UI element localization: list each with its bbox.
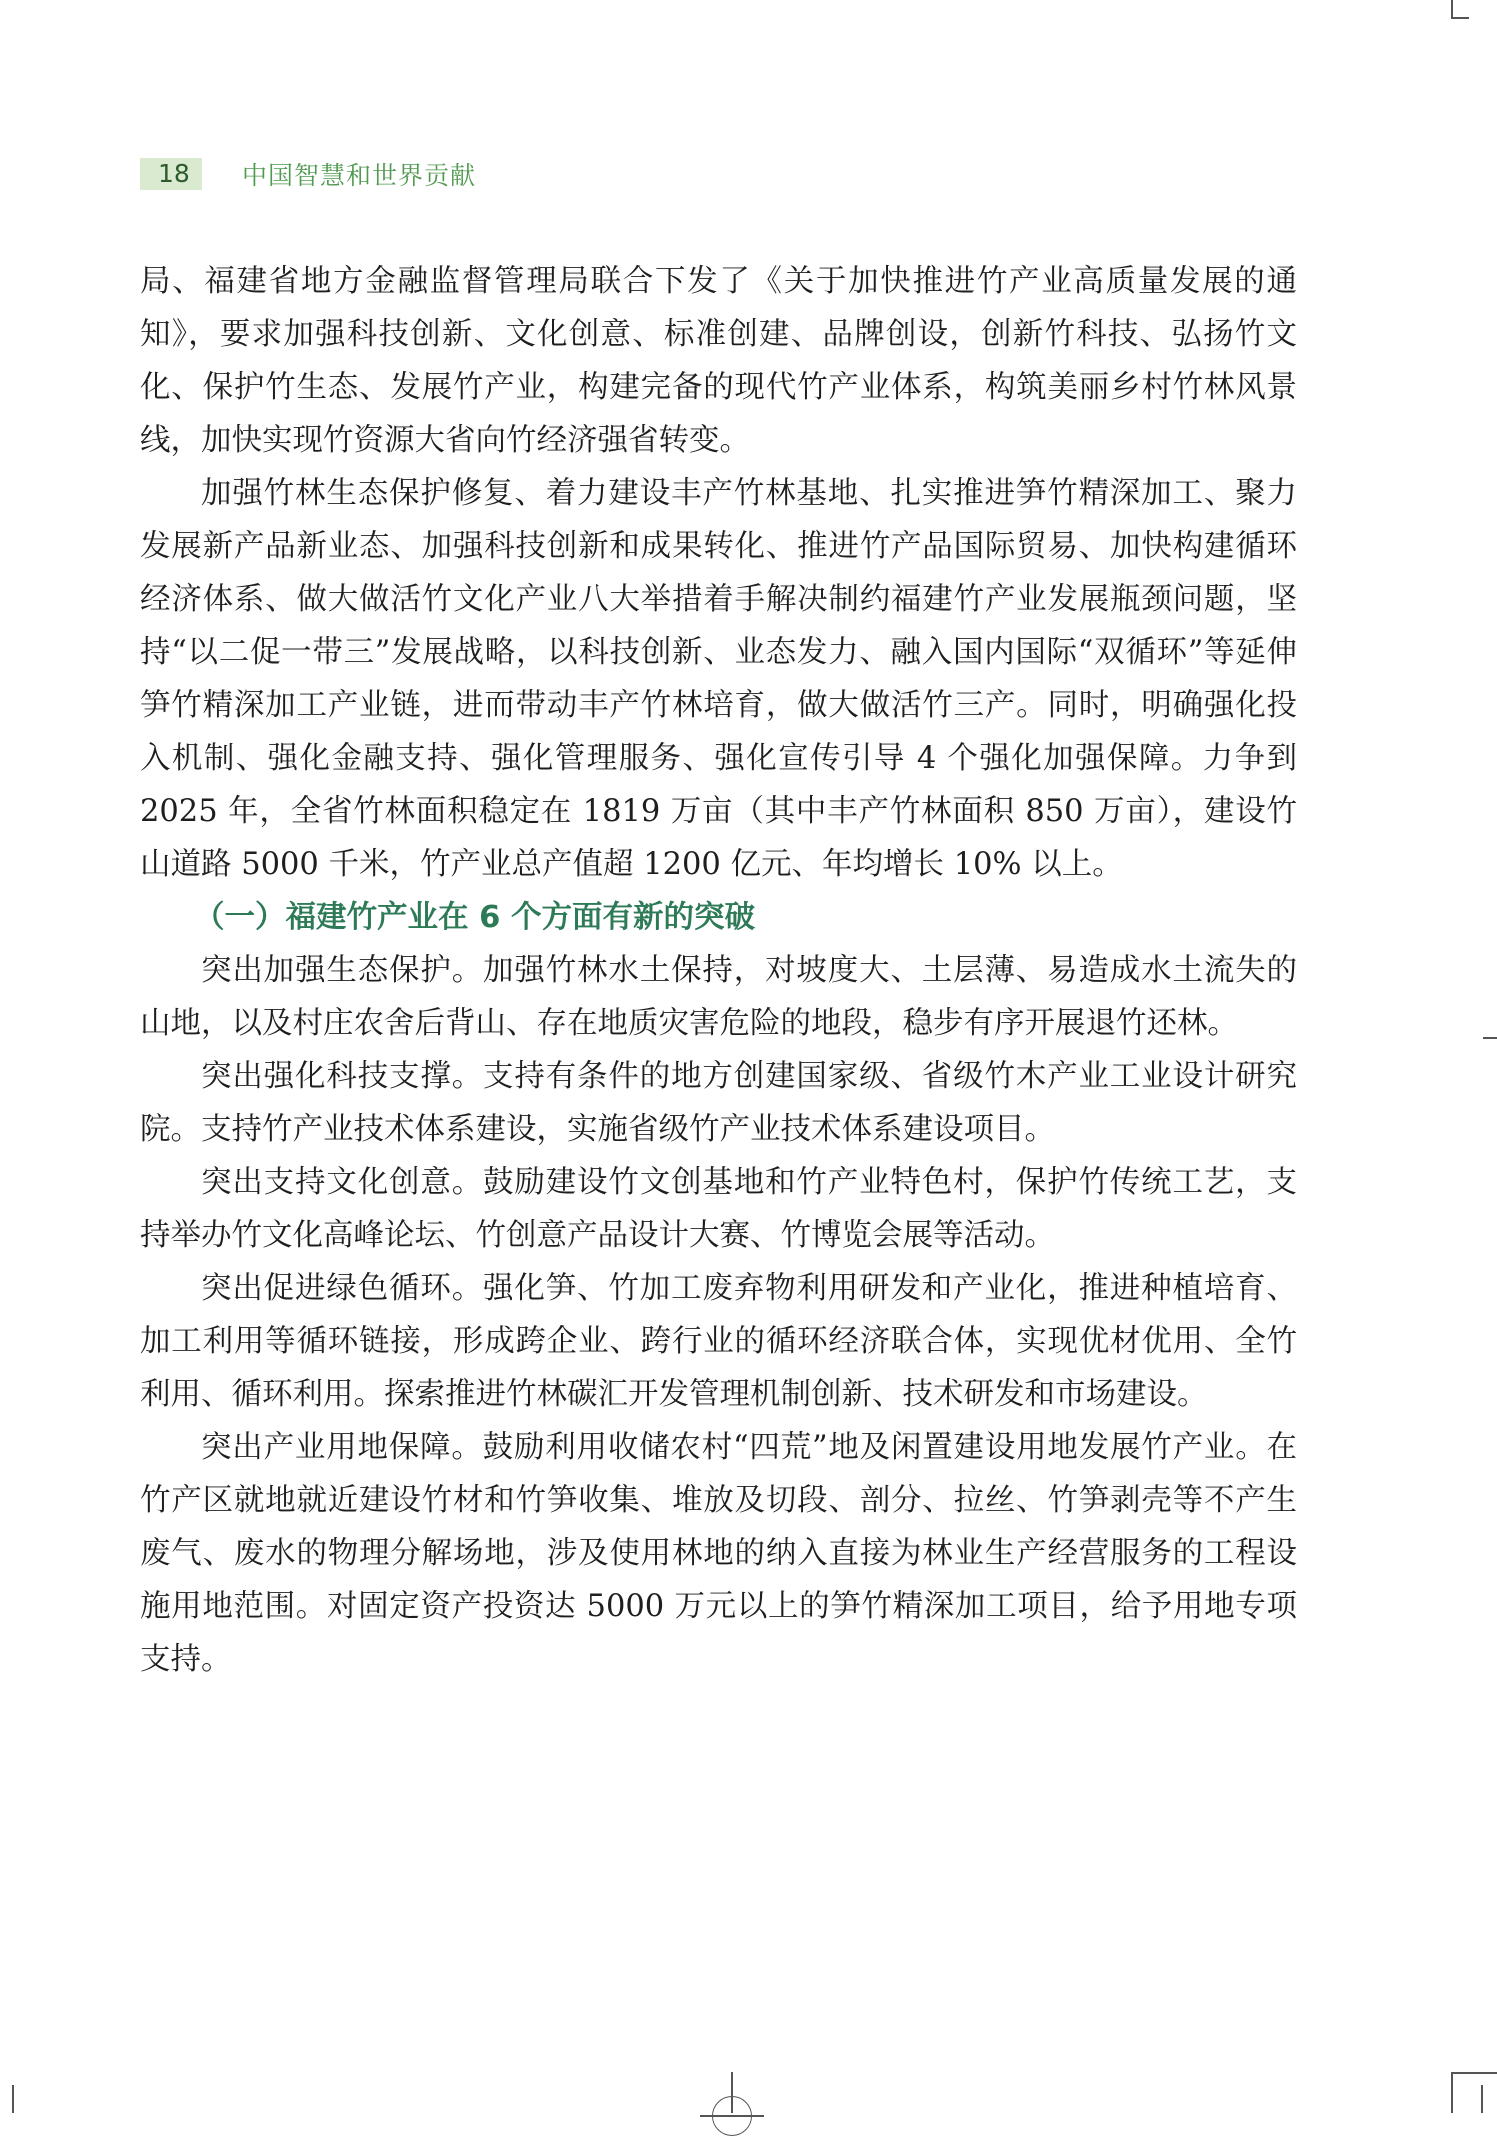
paragraph-3: 突出加强生态保护。加强竹林水土保持，对坡度大、土层薄、易造成水土流失的山地，以及村庄农舍后背山、存在地质灾害危险的地段，稳步有序开展退竹还林。: [140, 953, 1297, 1041]
book-title: 中国智慧和世界贡献: [242, 161, 477, 190]
body-text: [140, 255, 1297, 1686]
paragraph-2: 加强竹林生态保护修复、着力建设丰产竹林基地、扎实推进笋竹精深加工、聚力发展新产品新业态、加强科技创新和成果转化、推进竹产品国际贸易、加快构建循环经济体系、做大做活竹文化产业八大举措着手解决制约福建竹产业发展瓶颈问题，坚持“以二促一带三”发展战略，以科技创新、业态发力、融入国内国际“双循环”等延伸笋竹精深加工产业链，进而带动丰产竹林培育，做大做活竹三产。同时，明确强化投入机制、强化金融支持、强化管理服务、强化宣传引导 4 个强化加强保障。力争到 2025 年，全省竹林面积稳定在 1819 万亩（其中丰产竹林面积 850 万亩），建设竹山道路 5000 千米，竹产业总产值超 1200 亿元、年均增长 10% 以上。: [140, 476, 1297, 882]
crop-mark-right-middle: [1483, 1037, 1497, 1039]
crop-mark-bottom-right-inner: [1481, 2085, 1483, 2113]
crop-mark-top-right-horizontal: [1451, 17, 1469, 19]
running-header: [140, 158, 476, 190]
registration-cross-vertical: [731, 2072, 733, 2113]
paragraph-5: 突出支持文化创意。鼓励建设竹文创基地和竹产业特色村，保护竹传统工艺，支持举办竹文化高峰论坛、竹创意产品设计大赛、竹博览会展等活动。: [140, 1165, 1297, 1253]
crop-mark-bottom-right-horizontal: [1451, 2072, 1497, 2074]
paragraph-4: 突出强化科技支撑。支持有条件的地方创建国家级、省级竹木产业工业设计研究院。支持竹产业技术体系建设，实施省级竹产业技术体系建设项目。: [140, 1059, 1297, 1147]
paragraph-7: 突出产业用地保障。鼓励利用收储农村“四荒”地及闲置建设用地发展竹产业。在竹产区就地就近建设竹材和竹笋收集、堆放及切段、剖分、拉丝、竹笋剥壳等不产生废气、废水的物理分解场地，涉及使用林地的纳入直接为林业生产经营服务的工程设施用地范围。对固定资产投资达 5000 万元以上的笋竹精深加工项目，给予用地专项支持。: [140, 1430, 1297, 1677]
crop-mark-bottom-right-vertical: [1451, 2072, 1453, 2113]
section-heading: （一）福建竹产业在 6 个方面有新的突破: [194, 900, 755, 935]
registration-cross-horizontal: [700, 2115, 764, 2117]
paragraph-6: 突出促进绿色循环。强化笋、竹加工废弃物利用研发和产业化，推进种植培育、加工利用等循环链接，形成跨企业、跨行业的循环经济联合体，实现优材优用、全竹利用、循环利用。探索推进竹林碳汇开发管理机制创新、技术研发和市场建设。: [140, 1271, 1297, 1412]
page-number: 18: [140, 158, 202, 190]
crop-mark-top-right-vertical: [1451, 0, 1453, 18]
paragraph-1: 局、福建省地方金融监督管理局联合下发了《关于加快推进竹产业高质量发展的通知》，要求加强科技创新、文化创意、标准创建、品牌创设，创新竹科技、弘扬竹文化、保护竹生态、发展竹产业，构建完备的现代竹产业体系，构筑美丽乡村竹林风景线，加快实现竹资源大省向竹经济强省转变。: [140, 264, 1297, 458]
crop-mark-bottom-left: [12, 2085, 14, 2113]
